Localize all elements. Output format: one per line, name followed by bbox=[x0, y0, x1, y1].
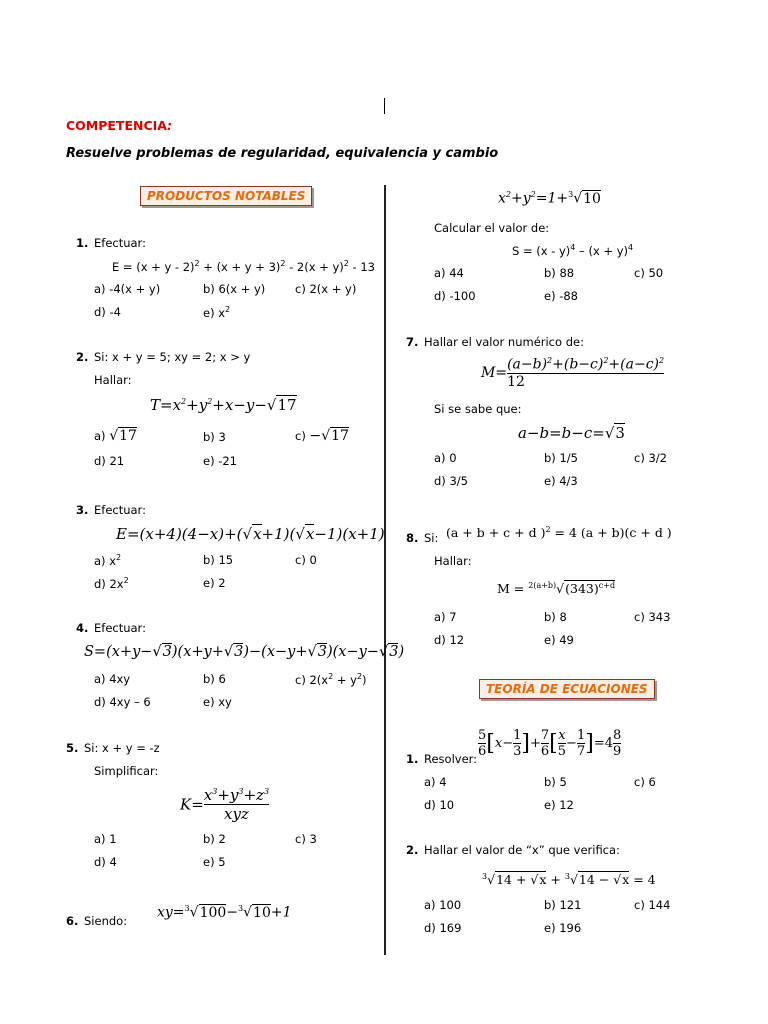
equation-2-number: 2. bbox=[406, 843, 419, 857]
section-productos-notables: PRODUCTOS NOTABLES bbox=[140, 186, 312, 206]
problem-3-option-c: c) 0 bbox=[295, 553, 317, 567]
problem-1-prompt: Efectuar: bbox=[94, 236, 146, 250]
problem-5-option-e: e) 5 bbox=[203, 855, 226, 869]
equation-1-option-a: a) 4 bbox=[424, 775, 447, 789]
problem-6-prompt: Siendo: bbox=[84, 914, 128, 928]
equation-2-option-a: a) 100 bbox=[424, 898, 462, 912]
equation-2-prompt: Hallar el valor de “x” que verifica: bbox=[424, 843, 620, 857]
equation-2-option-d: d) 169 bbox=[424, 921, 462, 935]
problem-5-option-c: c) 3 bbox=[295, 832, 317, 846]
problem-2-number: 2. bbox=[76, 350, 89, 364]
problem-6-number: 6. bbox=[66, 914, 79, 928]
problem-7-sabe: Si se sabe que: bbox=[434, 402, 522, 416]
competencia-title: COMPETENCIA: bbox=[66, 118, 172, 133]
problem-5-formula: K= $\frac{x^3+y^3+z^3}{\text{xyz}}$ bbox=[180, 786, 270, 823]
problem-5-option-d: d) 4 bbox=[94, 855, 117, 869]
problem-1-option-c: c) 2(x + y) bbox=[295, 282, 357, 296]
problem-6-option-c: c) 50 bbox=[634, 266, 664, 280]
problem-2-option-b: b) 3 bbox=[203, 430, 226, 444]
equation-2-option-b: b) 121 bbox=[544, 898, 582, 912]
problem-6-target: $S = (x - y)^4 - (x + y)^4$ bbox=[512, 243, 634, 258]
problem-6-calcular: Calcular el valor de: bbox=[434, 221, 550, 235]
problem-1-number: 1. bbox=[76, 236, 89, 250]
problem-7-option-b: b) 1/5 bbox=[544, 451, 578, 465]
equation-2-option-c: c) 144 bbox=[634, 898, 671, 912]
problem-7-option-e: e) 4/3 bbox=[544, 474, 578, 488]
problem-2-hallar: Hallar: bbox=[94, 373, 132, 387]
problem-2-option-a: a) √17 bbox=[94, 428, 137, 444]
problem-4-number: 4. bbox=[76, 621, 89, 635]
problem-1-formula: $E = (x + y - 2)^2 + (x + y + 3)^2 - 2(x + y)^2 - 13$ bbox=[112, 259, 375, 274]
problem-1-option-a: a) -4(x + y) bbox=[94, 282, 161, 296]
problem-2-option-d: d) 21 bbox=[94, 454, 125, 468]
problem-5-prompt: Si: x + y = -z bbox=[84, 741, 160, 755]
problem-7-prompt: Hallar el valor numérico de: bbox=[424, 335, 584, 349]
problem-5-number: 5. bbox=[66, 741, 79, 755]
problem-5-option-a: a) 1 bbox=[94, 832, 117, 846]
problem-6-option-b: b) 88 bbox=[544, 266, 575, 280]
problem-7-number: 7. bbox=[406, 335, 419, 349]
problem-8-hallar: Hallar: bbox=[434, 554, 472, 568]
equation-1-option-e: e) 12 bbox=[544, 798, 574, 812]
problem-4-prompt: Efectuar: bbox=[94, 621, 146, 635]
problem-1-option-d: d) -4 bbox=[94, 305, 121, 319]
problem-2-option-c: c) −√17 bbox=[295, 428, 349, 444]
problem-6-option-d: d) -100 bbox=[434, 289, 476, 303]
problem-5-simplificar: Simplificar: bbox=[94, 764, 159, 778]
equation-1-formula: $\frac{5}{6}$ [x− $\frac{1}{3}$ ]+ $\frac{7}{6}$ [ $\frac{x}{5}$ − $\frac{1}{7}$ ]=4 $\frac{8}{9}$ bbox=[478, 728, 622, 759]
problem-4-option-c: c) $2(x^2 + y^2)$ bbox=[295, 672, 367, 687]
equation-1-option-b: b) 5 bbox=[544, 775, 567, 789]
equation-1-option-d: d) 10 bbox=[424, 798, 455, 812]
problem-8-option-a: a) 7 bbox=[434, 610, 457, 624]
problem-8-option-b: b) 8 bbox=[544, 610, 567, 624]
competencia-subtitle: Resuelve problemas de regularidad, equivalencia y cambio bbox=[66, 146, 499, 161]
problem-3-option-d: d) $2x^2$ bbox=[94, 576, 129, 591]
problem-8-option-d: d) 12 bbox=[434, 633, 465, 647]
problem-3-option-a: a) $x^2$ bbox=[94, 553, 122, 568]
problem-3-formula: E=(x+4)(4−x)+(√x+1)(√x−1)(x+1) bbox=[116, 525, 385, 543]
problem-8-option-e: e) 49 bbox=[544, 633, 574, 647]
section-teoria-ecuaciones: TEORÍA DE ECUACIONES bbox=[479, 679, 655, 699]
column-divider bbox=[384, 185, 386, 955]
problem-8-formula: $M = ^{2(a+b)}√(343)^{c+d}$ bbox=[497, 581, 616, 597]
problem-3-number: 3. bbox=[76, 503, 89, 517]
equation-1-prompt: Resolver: bbox=[424, 752, 478, 766]
equation-2-option-e: e) 196 bbox=[544, 921, 582, 935]
problem-2-prompt: Si: x + y = 5; xy = 2; x > y bbox=[94, 350, 251, 364]
problem-1-option-b: b) 6(x + y) bbox=[203, 282, 266, 296]
problem-8-number: 8. bbox=[406, 531, 419, 545]
problem-3-option-b: b) 15 bbox=[203, 553, 234, 567]
problem-7-option-d: d) 3/5 bbox=[434, 474, 468, 488]
problem-5-option-b: b) 2 bbox=[203, 832, 226, 846]
problem-3-prompt: Efectuar: bbox=[94, 503, 146, 517]
problem-7-condition: a−b=b−c=√3 bbox=[518, 424, 625, 442]
problem-4-option-a: a) 4xy bbox=[94, 672, 131, 686]
problem-4-formula: S=(x+y−√3)(x+y+√3)−(x−y+√3)(x−y−√3) bbox=[84, 644, 405, 660]
problem-6-formula-sum: $x^2+y^2=1+^3√10$ bbox=[498, 190, 601, 207]
problem-2-formula: $T=x^2+y^2+x-y-√17$ bbox=[150, 396, 297, 414]
problem-7-formula: M= $\frac{(a-b)^2+(b-c)^2+(a-c)^2}{12}$ bbox=[481, 356, 665, 390]
problem-8-prompt: Si: bbox=[424, 531, 439, 545]
problem-4-option-d: d) 4xy – 6 bbox=[94, 695, 151, 709]
problem-4-option-b: b) 6 bbox=[203, 672, 226, 686]
problem-8-option-c: c) 343 bbox=[634, 610, 671, 624]
cursor-mark bbox=[384, 98, 385, 114]
problem-7-option-c: c) 3/2 bbox=[634, 451, 667, 465]
problem-1-option-e: e) $x^2$ bbox=[203, 305, 231, 320]
problem-6-option-a: a) 44 bbox=[434, 266, 464, 280]
equation-1-option-c: c) 6 bbox=[634, 775, 656, 789]
problem-3-option-e: e) 2 bbox=[203, 576, 226, 590]
equation-1-number: 1. bbox=[406, 752, 419, 766]
problem-8-condition: (a + b + c + d )$^2$ = 4 (a + b)(c + d ) bbox=[446, 525, 672, 541]
problem-7-option-a: a) 0 bbox=[434, 451, 457, 465]
problem-6-formula-xy: xy=$^3$√100−$^3$√10+1 bbox=[157, 904, 292, 921]
problem-4-option-e: e) xy bbox=[203, 695, 232, 709]
problem-6-option-e: e) -88 bbox=[544, 289, 579, 303]
problem-2-option-e: e) -21 bbox=[203, 454, 238, 468]
equation-2-formula: $^3$√14 + √x + $^3$√14 − √x = 4 bbox=[482, 872, 656, 888]
